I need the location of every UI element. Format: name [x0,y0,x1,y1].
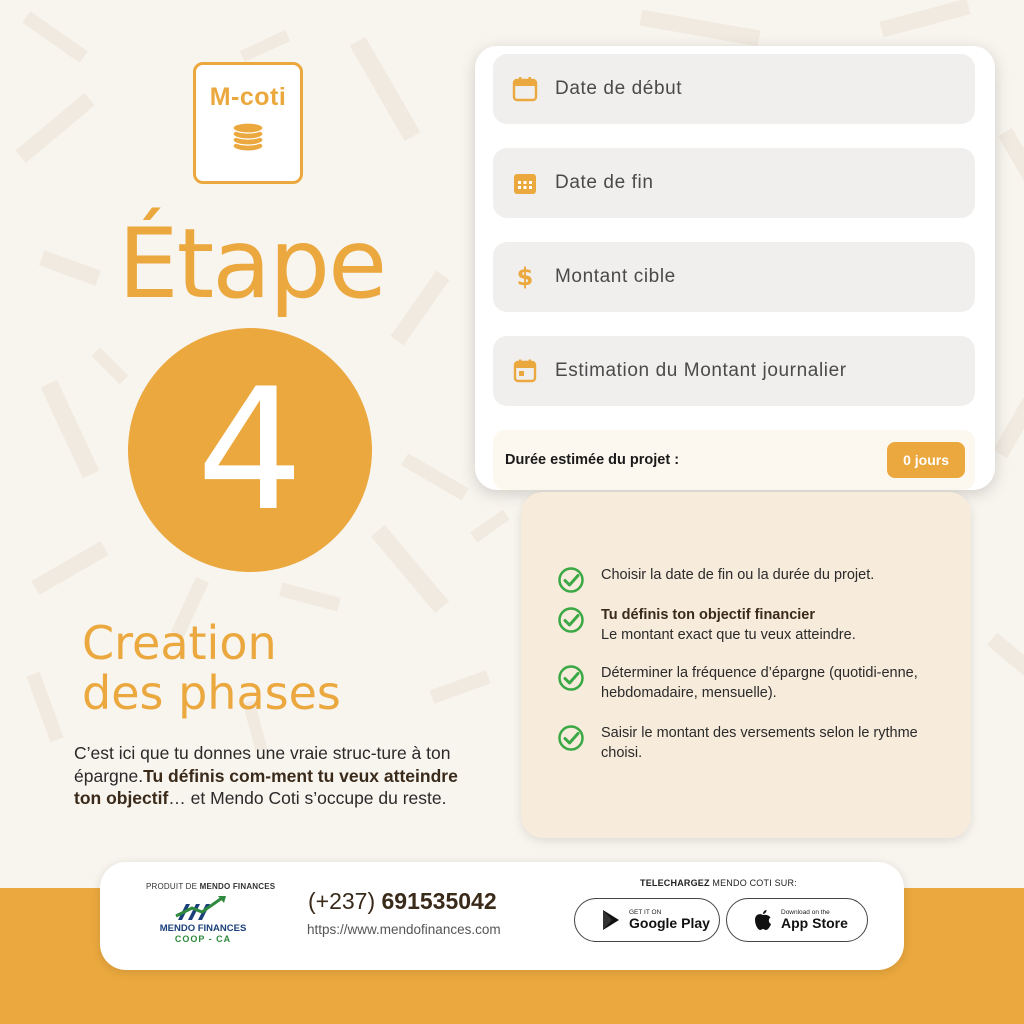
checklist-title: Tu définis ton objectif financier [601,607,816,623]
produced-by-prefix: PRODUIT DE [146,882,198,891]
website-link[interactable]: https://www.mendofinances.com [307,922,501,937]
phone-number[interactable] [308,888,497,915]
app-store-button[interactable] [726,898,868,942]
logo-text: M-coti [209,83,287,111]
checklist-text: Saisir le montant des versements selon le rythme choisi. [601,725,918,761]
org-name: MENDO FINANCES [159,923,247,934]
download-suffix: MENDO COTI SUR: [712,878,797,888]
daily-amount-field[interactable] [493,336,975,406]
google-play-big: Google Play [629,915,710,931]
phone-prefix: (+237) [308,888,376,914]
footer-bar [100,862,904,970]
intro-text-bold: Tu définis com-ment tu veux atteindre ton objectif [74,765,458,808]
calendar-day-icon [511,357,539,385]
google-play-button[interactable] [574,898,720,942]
download-prefix: TELECHARGEZ [640,878,710,888]
duration-row [493,430,975,490]
svg-text:$: $ [516,263,534,291]
dollar-icon [511,263,539,291]
app-store-small: Download on the [781,909,830,916]
end-date-field[interactable] [493,148,975,218]
check-circle-icon [557,724,585,752]
duration-label: Durée estimée du projet : [505,452,680,468]
project-form-card [475,46,995,490]
calendar-grid-icon [511,169,539,197]
intro-paragraph [74,742,474,810]
check-circle-icon [557,606,585,634]
step-heading: Étape [118,208,386,320]
app-store-big: App Store [781,915,848,931]
apple-icon [751,908,775,932]
google-play-small: GET IT ON [629,909,662,916]
checklist-text: Déterminer la fréquence d’épargne (quotidi-enne, hebdomadaire, mensuelle). [601,665,918,701]
google-play-icon [599,908,623,932]
checklist-text: Le montant exact que tu veux atteindre. [601,626,856,643]
start-date-field[interactable] [493,54,975,124]
check-circle-icon [557,664,585,692]
start-date-label: Date de début [555,78,683,99]
checklist-card [521,492,971,838]
app-logo [193,62,303,184]
end-date-label: Date de fin [555,172,654,193]
phone-digits: 691535042 [381,888,497,914]
checklist-item [557,664,947,703]
coins-icon [230,120,266,152]
checklist-item [557,606,947,645]
target-amount-field[interactable] [493,242,975,312]
step-number: 4 [196,352,304,548]
step-number-badge [128,328,372,572]
intro-text-end: … et Mendo Coti s’occupe du reste. [168,788,447,808]
target-amount-label: Montant cible [555,266,676,287]
download-label [640,878,797,888]
produced-by-label [146,882,275,891]
intro-text-start: C’est ici que tu donnes une vraie struc-ture à ton épargne. [74,743,451,786]
calendar-icon [511,75,539,103]
duration-badge: 0 jours [887,442,965,478]
daily-amount-label: Estimation du Montant journalier [555,360,847,381]
phase-title [82,618,442,718]
org-subtitle: COOP - CA [174,934,232,944]
checklist-item [557,566,947,594]
phase-title-line1: Creation [82,616,277,670]
mendo-finances-logo [172,894,232,924]
check-circle-icon [557,566,585,594]
checklist-item [557,724,947,763]
produced-by-name: MENDO FINANCES [199,882,276,891]
checklist-text: Choisir la date de fin ou la durée du projet. [601,567,875,583]
phase-title-line2: des phases [82,666,341,720]
